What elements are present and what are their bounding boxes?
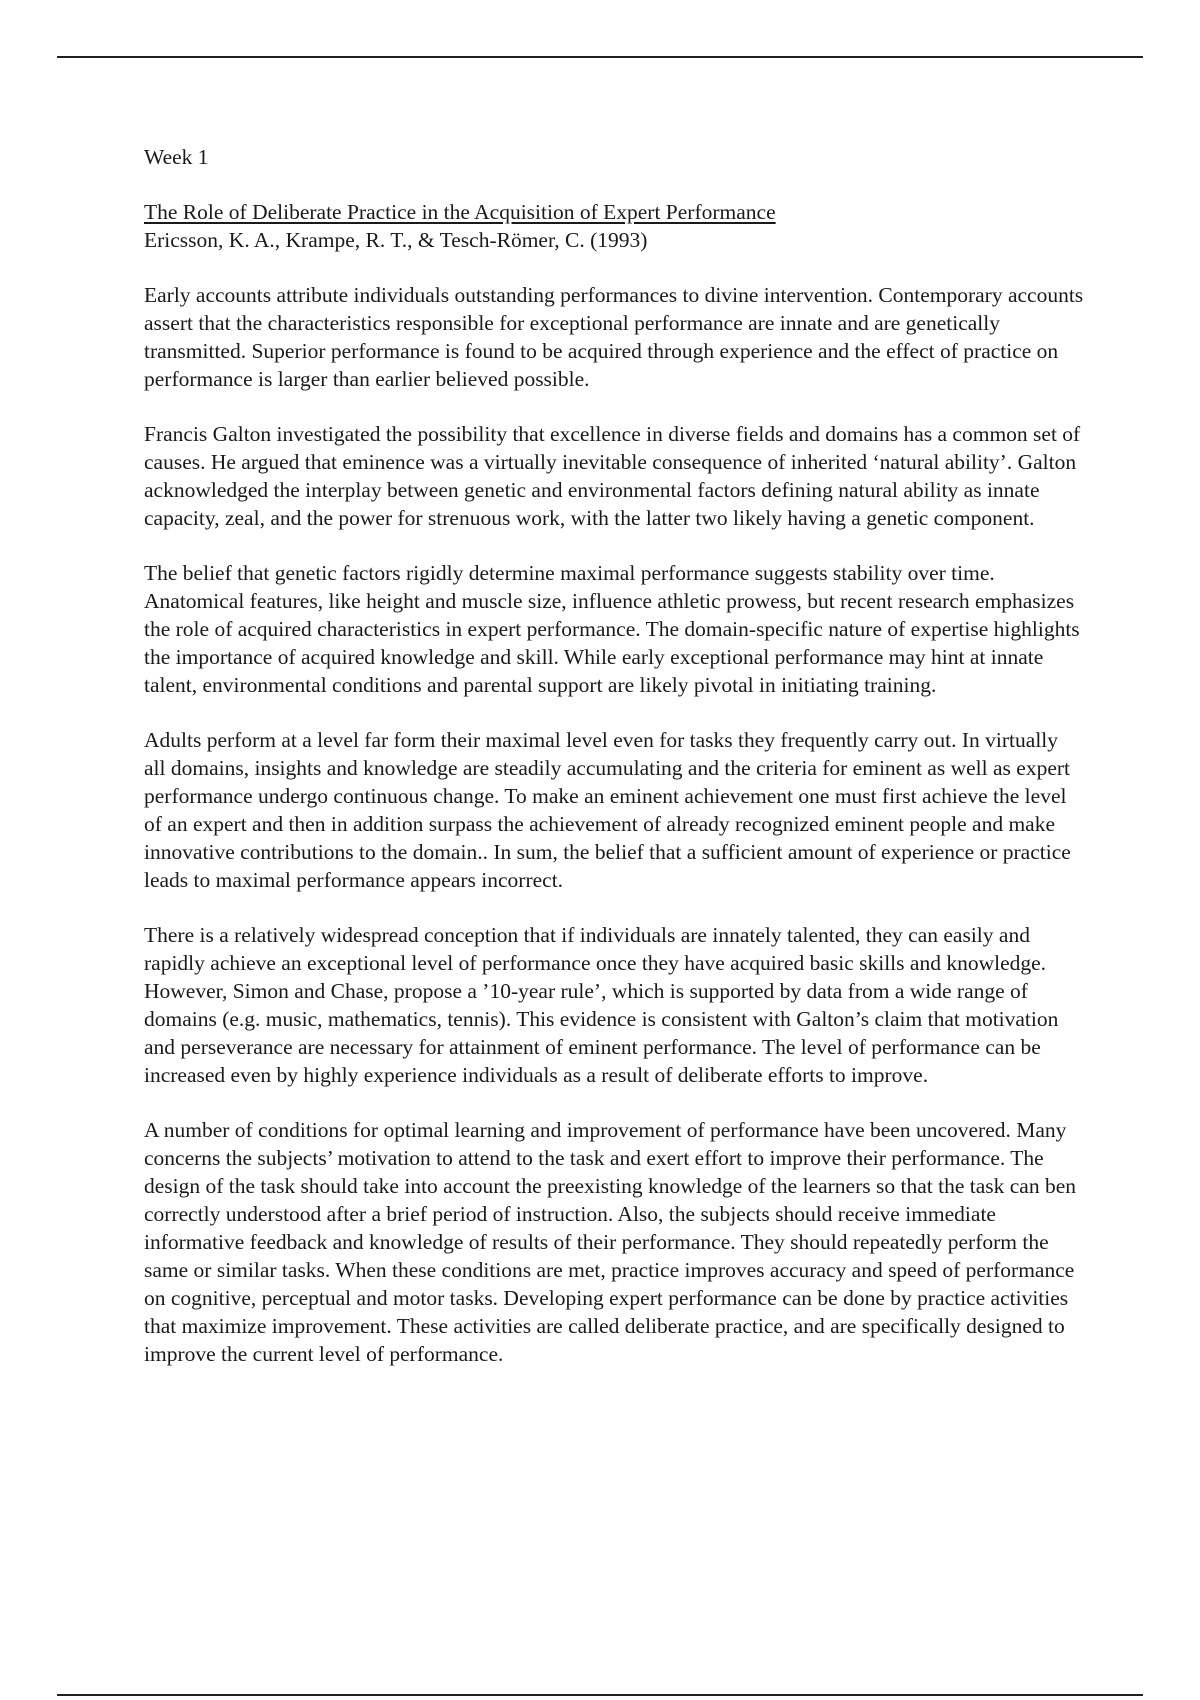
paragraph-optimal-learning: A number of conditions for optimal learning and improvement of performance have been uncovered. Many concerns the subjects’ motivation to attend to the task and exert effort to improve their performance. The design of the task should take into account the preexisting knowledge of the learners so that the task can ben correctly understood after a brief period of instruction. Also, the subjects should receive immediate informative feedback and knowledge of results of their performance. They should repeatedly perform the same or similar tasks. When these conditions are met, practice improves accuracy and speed of performance on cognitive, perceptual and motor tasks. Developing expert performance can be done by practice activities that maximize improvement. These activities are called deliberate practice, and are specifically designed to improve the current level of performance.: [144, 1118, 1076, 1366]
paragraph-galton: Francis Galton investigated the possibility that excellence in diverse fields and domains has a common set of causes. He argued that eminence was a virtually inevitable consequence of inherited ‘natural ability’. Galton acknowledged the interplay between genetic and environmental factors defining natural ability as innate capacity, zeal, and the power for strenuous work, with the latter two likely having a genetic component.: [144, 422, 1081, 530]
paragraph-ten-year-rule: There is a relatively widespread conception that if individuals are innately talented, they can easily and rapidly achieve an exceptional level of performance once they have acquired basic skills and knowledge. However, Simon and Chase, propose a ’10-year rule’, which is supported by data from a wide range of domains (e.g. music, mathematics, tennis). This evidence is consistent with Galton’s claim that motivation and perseverance are necessary for attainment of eminent performance. The level of performance can be increased even by highly experience individuals as a result of deliberate efforts to improve.: [144, 923, 1059, 1087]
week-heading: Week 1: [144, 145, 209, 169]
paragraph-adult-performance: Adults perform at a level far form their maximal level even for tasks they frequently carry out. In virtually all domains, insights and knowledge are steadily accumulating and the criteria for eminent as well as expert performance undergo continuous change. To make an eminent achievement one must first achieve the level of an expert and then in addition surpass the achievement of already recognized eminent people and make innovative contributions to the domain.. In sum, the belief that a sufficient amount of experience or practice leads to maximal performance appears incorrect.: [144, 728, 1071, 892]
article-title: The Role of Deliberate Practice in the Acquisition of Expert Performance: [144, 200, 776, 224]
header-rule: [57, 56, 1143, 58]
paragraph-early-accounts: Early accounts attribute individuals outstanding performances to divine intervention. Contemporary accounts assert that the characteristics responsible for exceptional performance are innate and are genetically transmitted. Superior performance is found to be acquired through experience and the effect of practice on performance is larger than earlier believed possible.: [144, 283, 1084, 391]
paragraph-genetic-factors: The belief that genetic factors rigidly determine maximal performance suggests stability over time. Anatomical features, like height and muscle size, influence athletic prowess, but recent research emphasizes the role of acquired characteristics in expert performance. The domain-specific nature of expertise highlights the importance of acquired knowledge and skill. While early exceptional performance may hint at innate talent, environmental conditions and parental support are likely pivotal in initiating training.: [144, 561, 1080, 697]
document-body: [144, 143, 1084, 1395]
footer-rule: [57, 1694, 1143, 1696]
article-citation: Ericsson, K. A., Krampe, R. T., & Tesch-Römer, C. (1993): [144, 228, 648, 252]
